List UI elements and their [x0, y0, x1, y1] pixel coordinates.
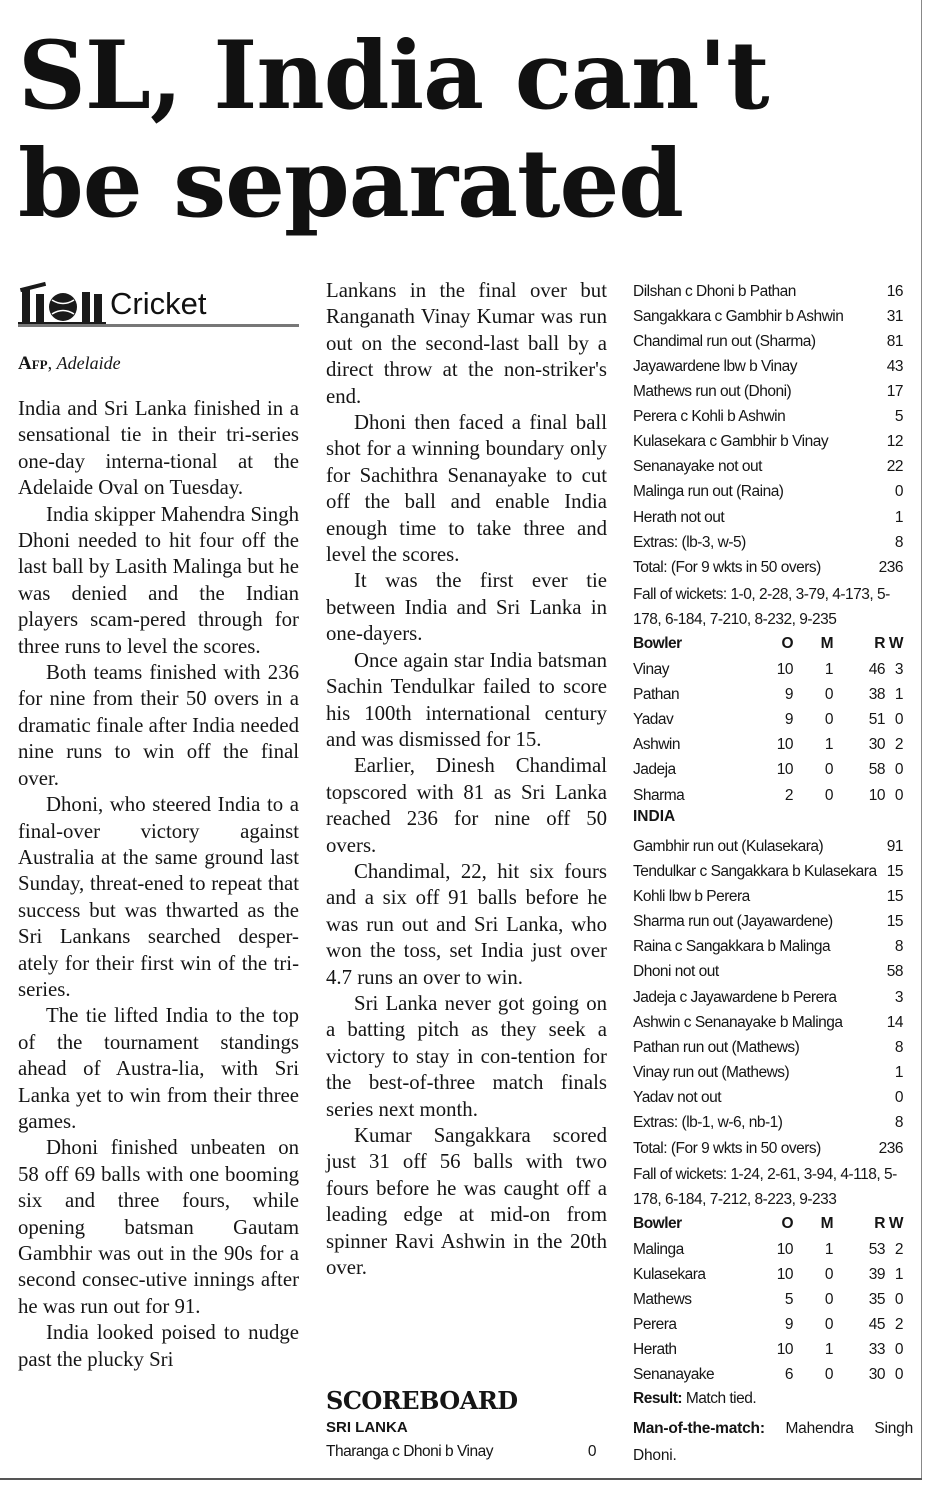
- total-runs: 236: [878, 559, 903, 576]
- bowler-overs: 6: [784, 1366, 793, 1383]
- maidens-header: M: [820, 1215, 833, 1232]
- batsman-runs: 1: [894, 509, 903, 526]
- batting-row: [633, 355, 903, 379]
- overs-header: O: [781, 1215, 793, 1232]
- mom-value: Mahendra Singh Dhoni.: [633, 1420, 913, 1464]
- batsman-runs: 58: [886, 963, 903, 980]
- bowler-overs: 9: [784, 711, 793, 728]
- bowler-name: Jadeja: [633, 761, 676, 778]
- bowler-runs: 35: [868, 1291, 885, 1308]
- bowler-maidens: 0: [824, 1366, 833, 1383]
- batting-row: [633, 835, 903, 859]
- total-row: [633, 556, 903, 580]
- byline-place: Adelaide: [56, 353, 121, 373]
- article-paragraph: India skipper Mahendra Singh Dhoni needed to hit four off the last ball by Lasith Malinga but he was denied and the Indian players scam-pered through for three runs to level the scores.: [18, 502, 299, 658]
- bowler-maidens: 1: [824, 661, 833, 678]
- batsman-runs: 8: [894, 938, 903, 955]
- bowler-runs: 51: [868, 711, 885, 728]
- batsman-dismissal: Raina c Sangakkara b Malinga: [633, 938, 831, 955]
- bowling-row: [633, 708, 903, 732]
- batsman-dismissal: Kohli lbw b Perera: [633, 888, 750, 905]
- bowler-overs: 9: [784, 1316, 793, 1333]
- batsman-dismissal: Ashwin c Senanayake b Malinga: [633, 1014, 843, 1031]
- bowler-maidens: 0: [824, 1266, 833, 1283]
- batsman-runs: 22: [886, 458, 903, 475]
- bowler-name: Herath: [633, 1341, 677, 1358]
- batsman-runs: 14: [886, 1014, 903, 1031]
- batsman-dismissal: Dhoni not out: [633, 963, 719, 980]
- bowler-wickets: 0: [894, 1341, 903, 1358]
- bowler-maidens: 0: [824, 1316, 833, 1333]
- batting-row: [633, 506, 903, 530]
- article-paragraph: Dhoni then faced a final ball shot for a winning boundary only for Sachithra Senanayake to cut off the ball and enable India enough time to take three and level the scores.: [326, 411, 607, 567]
- batting-row: [633, 960, 903, 984]
- bowler-overs: 5: [784, 1291, 793, 1308]
- extras-row: [633, 1111, 903, 1135]
- bowler-name: Perera: [633, 1316, 677, 1333]
- batting-row: [633, 860, 903, 884]
- batsman-runs: 16: [886, 283, 903, 300]
- bowler-maidens: 0: [824, 1291, 833, 1308]
- wickets-header: W: [888, 635, 903, 652]
- wickets-header: W: [888, 1215, 903, 1232]
- bowler-overs: 10: [776, 1241, 793, 1258]
- bowler-wickets: 0: [894, 787, 903, 804]
- bowler-wickets: 1: [894, 686, 903, 703]
- batsman-runs: 91: [886, 838, 903, 855]
- batsman-runs: 15: [886, 888, 903, 905]
- batsman-dismissal: Yadav not out: [633, 1089, 722, 1106]
- batting-row: [633, 430, 903, 454]
- bowler-maidens: 1: [824, 736, 833, 753]
- bowler-wickets: 0: [894, 761, 903, 778]
- batsman-runs: 31: [886, 308, 903, 325]
- bowler-runs: 53: [868, 1241, 885, 1258]
- bowling-row: [633, 658, 903, 682]
- batsman-dismissal: Tendulkar c Sangakkara b Kulasekara: [633, 863, 877, 880]
- batting-row: [633, 305, 903, 329]
- article-column-2: [326, 278, 607, 1281]
- batsman-dismissal: Perera c Kohli b Ashwin: [633, 408, 786, 425]
- extras-runs: 8: [894, 534, 903, 551]
- bowler-maidens: 1: [824, 1241, 833, 1258]
- bowler-wickets: 1: [894, 1266, 903, 1283]
- batting-row: [633, 330, 903, 354]
- article-paragraph: India and Sri Lanka finished in a sensational tie in their tri-series one-day interna-tional at the Adelaide Oval on Tuesday.: [18, 397, 299, 500]
- total-runs: 236: [878, 1140, 903, 1157]
- batsman-dismissal: Tharanga c Dhoni b Vinay: [326, 1443, 493, 1460]
- batsman-dismissal: Mathews run out (Dhoni): [633, 383, 792, 400]
- batsman-dismissal: Herath not out: [633, 509, 725, 526]
- bowler-runs: 46: [868, 661, 885, 678]
- result-value: Match tied.: [685, 1390, 757, 1407]
- batsman-dismissal: Senanayake not out: [633, 458, 762, 475]
- bowling-row: [633, 784, 903, 808]
- bowler-name: Pathan: [633, 686, 680, 703]
- bowler-name: Senanayake: [633, 1366, 715, 1383]
- article-paragraph: Both teams finished with 236 for nine from their 50 overs in a dramatic finale after India needed nine runs to win off the final over.: [18, 661, 299, 790]
- total-label: Total: (For 9 wkts in 50 overs): [633, 1140, 821, 1157]
- bowler-name: Yadav: [633, 711, 674, 728]
- batsman-runs: 43: [886, 358, 903, 375]
- bowling-row: [633, 683, 903, 707]
- batting-row: [633, 380, 903, 404]
- batsman-runs: 8: [894, 1039, 903, 1056]
- bowler-wickets: 2: [894, 736, 903, 753]
- bowler-wickets: 0: [894, 711, 903, 728]
- bowler-overs: 10: [776, 661, 793, 678]
- total-row: [633, 1137, 903, 1161]
- batsman-runs: 0: [587, 1443, 596, 1460]
- batting-row: [633, 935, 903, 959]
- bowling-row: [633, 758, 903, 782]
- section-label: Cricket: [110, 286, 207, 321]
- extras-runs: 8: [894, 1114, 903, 1131]
- batsman-dismissal: Vinay run out (Mathews): [633, 1064, 790, 1081]
- batting-row: [633, 1086, 903, 1110]
- article-paragraph: Dhoni, who steered India to a final-over victory against Australia at the same ground last Sunday, threat-ened to repeat that success but was thwarted as the Sri Lankans searched desper-ately for their first win of the tri-series.: [18, 793, 299, 1001]
- article-paragraph: Sri Lanka never got going on a batting pitch as they seek a victory to stay in con-tention for the best-of-three match finals series next month.: [326, 991, 607, 1121]
- bowler-name: Kulasekara: [633, 1266, 706, 1283]
- team-heading-sri-lanka: SRI LANKA: [326, 1419, 408, 1436]
- match-result: [633, 1390, 756, 1408]
- bowler-name: Sharma: [633, 787, 685, 804]
- bowler-maidens: 0: [824, 787, 833, 804]
- bowler-maidens: 0: [824, 686, 833, 703]
- byline-agency: Afp: [18, 353, 48, 374]
- batting-row: [633, 455, 903, 479]
- batting-row: [633, 1011, 903, 1035]
- bowling-row: [633, 1313, 903, 1337]
- overs-header: O: [781, 635, 793, 652]
- total-label: Total: (For 9 wkts in 50 overs): [633, 559, 821, 576]
- batsman-dismissal: Sharma run out (Jayawardene): [633, 913, 833, 930]
- extras-label: Extras: (lb-1, w-6, nb-1): [633, 1114, 783, 1131]
- bowler-wickets: 3: [894, 661, 903, 678]
- extras-row: [633, 531, 903, 555]
- byline: Afp, Adelaide: [18, 353, 121, 374]
- bowling-row: [633, 1363, 903, 1387]
- bowler-name: Ashwin: [633, 736, 680, 753]
- bowling-header-row: [633, 1212, 903, 1236]
- bowler-name: Mathews: [633, 1291, 692, 1308]
- batsman-runs: 17: [886, 383, 903, 400]
- page-edge-bottom: [0, 1478, 922, 1480]
- bowler-runs: 30: [868, 736, 885, 753]
- batting-row: [326, 1440, 596, 1464]
- bowler-overs: 10: [776, 1341, 793, 1358]
- bowler-runs: 39: [868, 1266, 885, 1283]
- batsman-runs: 0: [894, 483, 903, 500]
- bowler-header: Bowler: [633, 1215, 682, 1232]
- batsman-dismissal: Gambhir run out (Kulasekara): [633, 838, 824, 855]
- team-heading-india: INDIA: [633, 808, 676, 825]
- bowler-overs: 10: [776, 736, 793, 753]
- headline: SL, India can't be separated: [18, 21, 769, 239]
- fall-of-wickets: Fall of wickets: 1-0, 2-28, 3-79, 4-173, 5-178, 6-184, 7-210, 8-232, 9-235: [633, 586, 890, 628]
- article-paragraph: Chandimal, 22, hit six fours and a six off 91 balls before he was run out and Sri Lanka, who won the toss, set India just over 4.7 runs an over to win.: [326, 859, 607, 989]
- batsman-dismissal: Malinga run out (Raina): [633, 483, 784, 500]
- bowling-row: [633, 1338, 903, 1362]
- bowler-runs: 30: [868, 1366, 885, 1383]
- batsman-dismissal: Dilshan c Dhoni b Pathan: [633, 283, 796, 300]
- bowler-wickets: 2: [894, 1316, 903, 1333]
- batsman-dismissal: Jayawardene lbw b Vinay: [633, 358, 797, 375]
- bowler-wickets: 2: [894, 1241, 903, 1258]
- bowler-wickets: 0: [894, 1291, 903, 1308]
- bowler-name: Vinay: [633, 661, 669, 678]
- bowling-row: [633, 1238, 903, 1262]
- batting-row: [633, 910, 903, 934]
- batsman-runs: 5: [894, 408, 903, 425]
- bowling-row: [633, 1263, 903, 1287]
- bowler-name: Malinga: [633, 1241, 684, 1258]
- batsman-runs: 15: [886, 913, 903, 930]
- article-paragraph: The tie lifted India to the top of the tournament standings ahead of Austra-lia, with Sri Lanka yet to win from their three games.: [18, 1004, 299, 1133]
- batsman-dismissal: Chandimal run out (Sharma): [633, 333, 816, 350]
- mom-label: Man-of-the-match:: [633, 1420, 765, 1437]
- article-paragraph: Once again star India batsman Sachin Tendulkar failed to score his 100th international century and was dismissed for 15.: [326, 648, 607, 751]
- maidens-header: M: [820, 635, 833, 652]
- batsman-runs: 15: [886, 863, 903, 880]
- bowler-overs: 2: [784, 787, 793, 804]
- batting-row: [633, 1061, 903, 1085]
- article-paragraph: India looked poised to nudge past the plucky Sri: [18, 1321, 299, 1371]
- batting-row: [633, 885, 903, 909]
- batsman-dismissal: Sangakkara c Gambhir b Ashwin: [633, 308, 844, 325]
- batting-row: [633, 280, 903, 304]
- fall-of-wickets: Fall of wickets: 1-24, 2-61, 3-94, 4-118, 5-178, 6-184, 7-212, 8-223, 9-233: [633, 1166, 897, 1208]
- bowler-runs: 38: [868, 686, 885, 703]
- article-paragraph: Dhoni finished unbeaten on 58 off 69 balls with one booming six and three fours, while opening batsman Gautam Gambhir was out in the 90s for a second consec-utive innings after he was run out for 91.: [18, 1136, 299, 1318]
- bowler-wickets: 0: [894, 1366, 903, 1383]
- bowler-maidens: 1: [824, 1341, 833, 1358]
- article-paragraph: Earlier, Dinesh Chandimal topscored with 81 as Sri Lanka reached 236 for nine off 50 overs.: [326, 754, 607, 857]
- batsman-dismissal: Pathan run out (Mathews): [633, 1039, 800, 1056]
- scoreboard-heading: SCOREBOARD: [326, 1386, 518, 1415]
- batting-row: [633, 405, 903, 429]
- batsman-dismissal: Kulasekara c Gambhir b Vinay: [633, 433, 829, 450]
- man-of-the-match: [633, 1415, 913, 1469]
- bowler-header: Bowler: [633, 635, 682, 652]
- batting-row: [633, 1036, 903, 1060]
- batsman-runs: 3: [894, 989, 903, 1006]
- bowler-overs: 9: [784, 686, 793, 703]
- extras-label: Extras: (lb-3, w-5): [633, 534, 746, 551]
- bowler-runs: 58: [868, 761, 885, 778]
- cricket-stumps-ball-icon: [18, 280, 106, 326]
- bowler-runs: 33: [868, 1341, 885, 1358]
- batsman-runs: 12: [886, 433, 903, 450]
- article-paragraph: Kumar Sangakkara scored just 31 off 56 balls with two fours before he was caught off a leading edge at mid-on from spinner Ravi Ashwin in the 20th over.: [326, 1124, 607, 1280]
- article-column-1: [18, 396, 299, 1373]
- section-rule: [18, 324, 299, 327]
- batting-row: [633, 986, 903, 1010]
- bowler-maidens: 0: [824, 761, 833, 778]
- runs-header: R: [874, 635, 885, 652]
- bowler-runs: 10: [868, 787, 885, 804]
- bowling-row: [633, 733, 903, 757]
- bowler-overs: 10: [776, 1266, 793, 1283]
- article-paragraph: Lankans in the final over but Ranganath Vinay Kumar was run out on the second-last ball by a direct throw at the non-striker's end.: [326, 279, 607, 408]
- bowler-maidens: 0: [824, 711, 833, 728]
- section-tag: [18, 280, 299, 330]
- page-edge-right: [921, 0, 922, 1478]
- batsman-runs: 1: [894, 1064, 903, 1081]
- runs-header: R: [874, 1215, 885, 1232]
- batsman-runs: 81: [886, 333, 903, 350]
- bowler-overs: 10: [776, 761, 793, 778]
- result-label: Result:: [633, 1390, 683, 1407]
- bowler-runs: 45: [868, 1316, 885, 1333]
- article-paragraph: It was the first ever tie between India and Sri Lanka in one-dayers.: [326, 569, 607, 646]
- batsman-runs: 0: [894, 1089, 903, 1106]
- bowling-row: [633, 1288, 903, 1312]
- batting-row: [633, 480, 903, 504]
- bowling-header-row: [633, 632, 903, 656]
- batsman-dismissal: Jadeja c Jayawardene b Perera: [633, 989, 837, 1006]
